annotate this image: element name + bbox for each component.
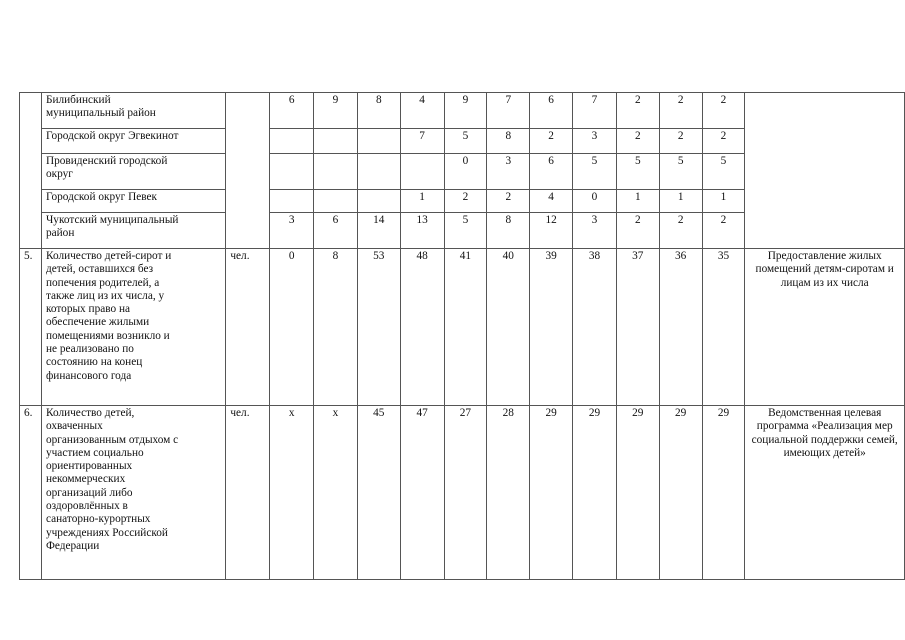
- district-name: Чукотский муниципальный район: [41, 213, 225, 249]
- value-cell: 2: [530, 129, 573, 154]
- value-cell: 2: [444, 190, 487, 213]
- value-cell: 5: [702, 154, 745, 190]
- row-number: 5.: [20, 249, 42, 406]
- value-cell: х: [270, 406, 314, 580]
- table-row: [20, 93, 905, 129]
- value-cell: 5: [444, 129, 487, 154]
- value-cell: 7: [573, 93, 617, 129]
- table-row: [20, 249, 905, 406]
- value-cell: 5: [444, 213, 487, 249]
- value-cell: 6: [270, 93, 314, 129]
- value-cell: 29: [659, 406, 702, 580]
- value-cell: 0: [270, 249, 314, 406]
- indicators-table: [19, 92, 905, 580]
- value-cell: 53: [357, 249, 400, 406]
- value-cell: 3: [487, 154, 530, 190]
- value-cell: [314, 154, 358, 190]
- note-cell: Предоставление жилых помещений детям-сиротам и лицам из их числа: [745, 249, 905, 406]
- value-cell: 3: [270, 213, 314, 249]
- value-cell: 28: [487, 406, 530, 580]
- note-cell: [745, 93, 905, 249]
- value-cell: 5: [573, 154, 617, 190]
- value-cell: 8: [487, 213, 530, 249]
- value-cell: 5: [659, 154, 702, 190]
- value-cell: 36: [659, 249, 702, 406]
- value-cell: 1: [659, 190, 702, 213]
- value-cell: [314, 129, 358, 154]
- value-cell: 37: [616, 249, 659, 406]
- indicator-name: Количество детей-сирот и детей, оставшихся без попечения родителей, а также лиц из их числа, у которых право на обеспечение жилыми помещениями возникло и не реализовано по состоянию на конец финансового года: [41, 249, 225, 406]
- value-cell: [357, 154, 400, 190]
- value-cell: 3: [573, 129, 617, 154]
- value-cell: 47: [400, 406, 444, 580]
- value-cell: 0: [444, 154, 487, 190]
- value-cell: 8: [314, 249, 358, 406]
- value-cell: 0: [573, 190, 617, 213]
- value-cell: [270, 190, 314, 213]
- value-cell: [357, 129, 400, 154]
- value-cell: 5: [616, 154, 659, 190]
- value-cell: 1: [400, 190, 444, 213]
- value-cell: 41: [444, 249, 487, 406]
- unit-cell: чел.: [226, 249, 270, 406]
- value-cell: 7: [487, 93, 530, 129]
- value-cell: 6: [530, 93, 573, 129]
- value-cell: 3: [573, 213, 617, 249]
- value-cell: 29: [616, 406, 659, 580]
- table-row: [20, 406, 905, 580]
- value-cell: 29: [702, 406, 745, 580]
- number-cell: [20, 93, 42, 249]
- value-cell: 8: [487, 129, 530, 154]
- value-cell: 2: [659, 213, 702, 249]
- value-cell: [270, 154, 314, 190]
- note-cell: Ведомственная целевая программа «Реализация мер социальной поддержки семей, имеющих детей»: [745, 406, 905, 580]
- value-cell: 35: [702, 249, 745, 406]
- value-cell: 9: [314, 93, 358, 129]
- district-name: Провиденский городской округ: [41, 154, 225, 190]
- indicator-name: Количество детей, охваченных организованным отдыхом с участием социально ориентированных некоммерческих организаций либо оздоровлённых в санаторно-курортных учреждениях Российской Федерации: [41, 406, 225, 580]
- value-cell: 7: [400, 129, 444, 154]
- value-cell: 2: [616, 129, 659, 154]
- value-cell: 12: [530, 213, 573, 249]
- value-cell: 2: [659, 129, 702, 154]
- value-cell: 2: [487, 190, 530, 213]
- value-cell: 2: [616, 93, 659, 129]
- district-name: Городской округ Певек: [41, 190, 225, 213]
- value-cell: [270, 129, 314, 154]
- unit-cell: [226, 93, 270, 249]
- value-cell: 1: [616, 190, 659, 213]
- value-cell: 9: [444, 93, 487, 129]
- value-cell: 1: [702, 190, 745, 213]
- value-cell: 48: [400, 249, 444, 406]
- row-number: 6.: [20, 406, 42, 580]
- value-cell: 14: [357, 213, 400, 249]
- value-cell: 4: [530, 190, 573, 213]
- district-name: Городской округ Эгвекинот: [41, 129, 225, 154]
- value-cell: 40: [487, 249, 530, 406]
- value-cell: 6: [530, 154, 573, 190]
- value-cell: 2: [702, 129, 745, 154]
- value-cell: 2: [659, 93, 702, 129]
- value-cell: [357, 190, 400, 213]
- value-cell: 38: [573, 249, 617, 406]
- value-cell: 8: [357, 93, 400, 129]
- value-cell: [314, 190, 358, 213]
- value-cell: 13: [400, 213, 444, 249]
- value-cell: 2: [616, 213, 659, 249]
- value-cell: 29: [573, 406, 617, 580]
- value-cell: [400, 154, 444, 190]
- value-cell: 39: [530, 249, 573, 406]
- value-cell: 6: [314, 213, 358, 249]
- value-cell: 29: [530, 406, 573, 580]
- value-cell: 27: [444, 406, 487, 580]
- value-cell: 2: [702, 93, 745, 129]
- value-cell: х: [314, 406, 358, 580]
- value-cell: 4: [400, 93, 444, 129]
- value-cell: 45: [357, 406, 400, 580]
- district-name: Билибинский муниципальный район: [41, 93, 225, 129]
- value-cell: 2: [702, 213, 745, 249]
- unit-cell: чел.: [226, 406, 270, 580]
